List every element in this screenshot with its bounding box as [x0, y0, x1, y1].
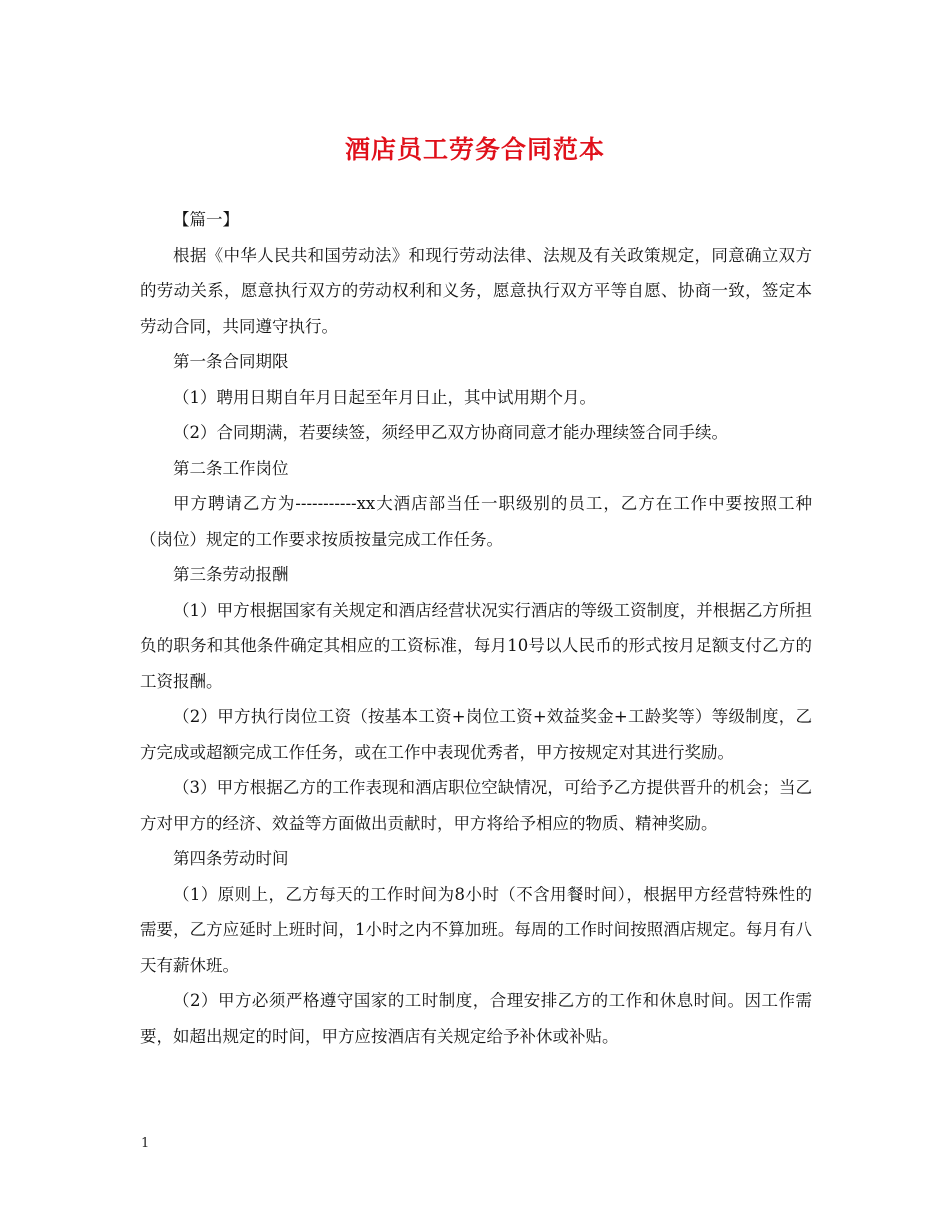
paragraph: （1）原则上，乙方每天的工作时间为8小时（不含用餐时间），根据甲方经营特殊性的需要，乙方应延时上班时间，1小时之内不算加班。每周的工作时间按照酒店规定。每月有八天有薪休班。: [140, 884, 812, 975]
paragraph: （3）甲方根据乙方的工作表现和酒店职位空缺情况，可给予乙方提供晋升的机会；当乙方对甲方的经济、效益等方面做出贡献时，甲方将给予相应的物质、精神奖励。: [140, 778, 812, 833]
article-heading: 第一条合同期限: [173, 352, 289, 371]
paragraph: 根据《中华人民共和国劳动法》和现行劳动法律、法规及有关政策规定，同意确立双方的劳动关系，愿意执行双方的劳动权利和义务，愿意执行双方平等自愿、协商一致，签定本劳动合同，共同遵守执行。: [140, 245, 812, 336]
article-heading: 第四条劳动时间: [173, 849, 289, 868]
paragraph: （2）甲方执行岗位工资（按基本工资+岗位工资+效益奖金+工龄奖等）等级制度，乙方完成或超额完成工作任务，或在工作中表现优秀者，甲方按规定对其进行奖励。: [140, 707, 812, 762]
section-heading: 【篇一】: [173, 210, 239, 229]
paragraph: （2）甲方必须严格遵守国家的工时制度，合理安排乙方的工作和休息时间。因工作需要，如超出规定的时间，甲方应按酒店有关规定给予补休或补贴。: [140, 991, 812, 1046]
document-body: [140, 202, 812, 1054]
article-heading: 第二条工作岗位: [173, 458, 289, 478]
paragraph: （1）聘用日期自年月日起至年月日止，其中试用期个月。: [173, 387, 596, 407]
paragraph: （1）甲方根据国家有关规定和酒店经营状况实行酒店的等级工资制度，并根据乙方所担负的职务和其他条件确定其相应的工资标准，每月10号以人民币的形式按月足额支付乙方的工资报酬。: [140, 600, 812, 691]
page-number: 1: [141, 1136, 150, 1151]
article-heading: 第三条劳动报酬: [173, 565, 289, 584]
paragraph: （2）合同期满，若要续签，须经甲乙双方协商同意才能办理续签合同手续。: [173, 423, 728, 442]
document-title: 酒店员工劳务合同范本: [344, 135, 605, 164]
paragraph: 甲方聘请乙方为-----------xx大酒店部当任一职级别的员工，乙方在工作中要按照工种（岗位）规定的工作要求按质按量完成工作任务。: [140, 494, 812, 549]
